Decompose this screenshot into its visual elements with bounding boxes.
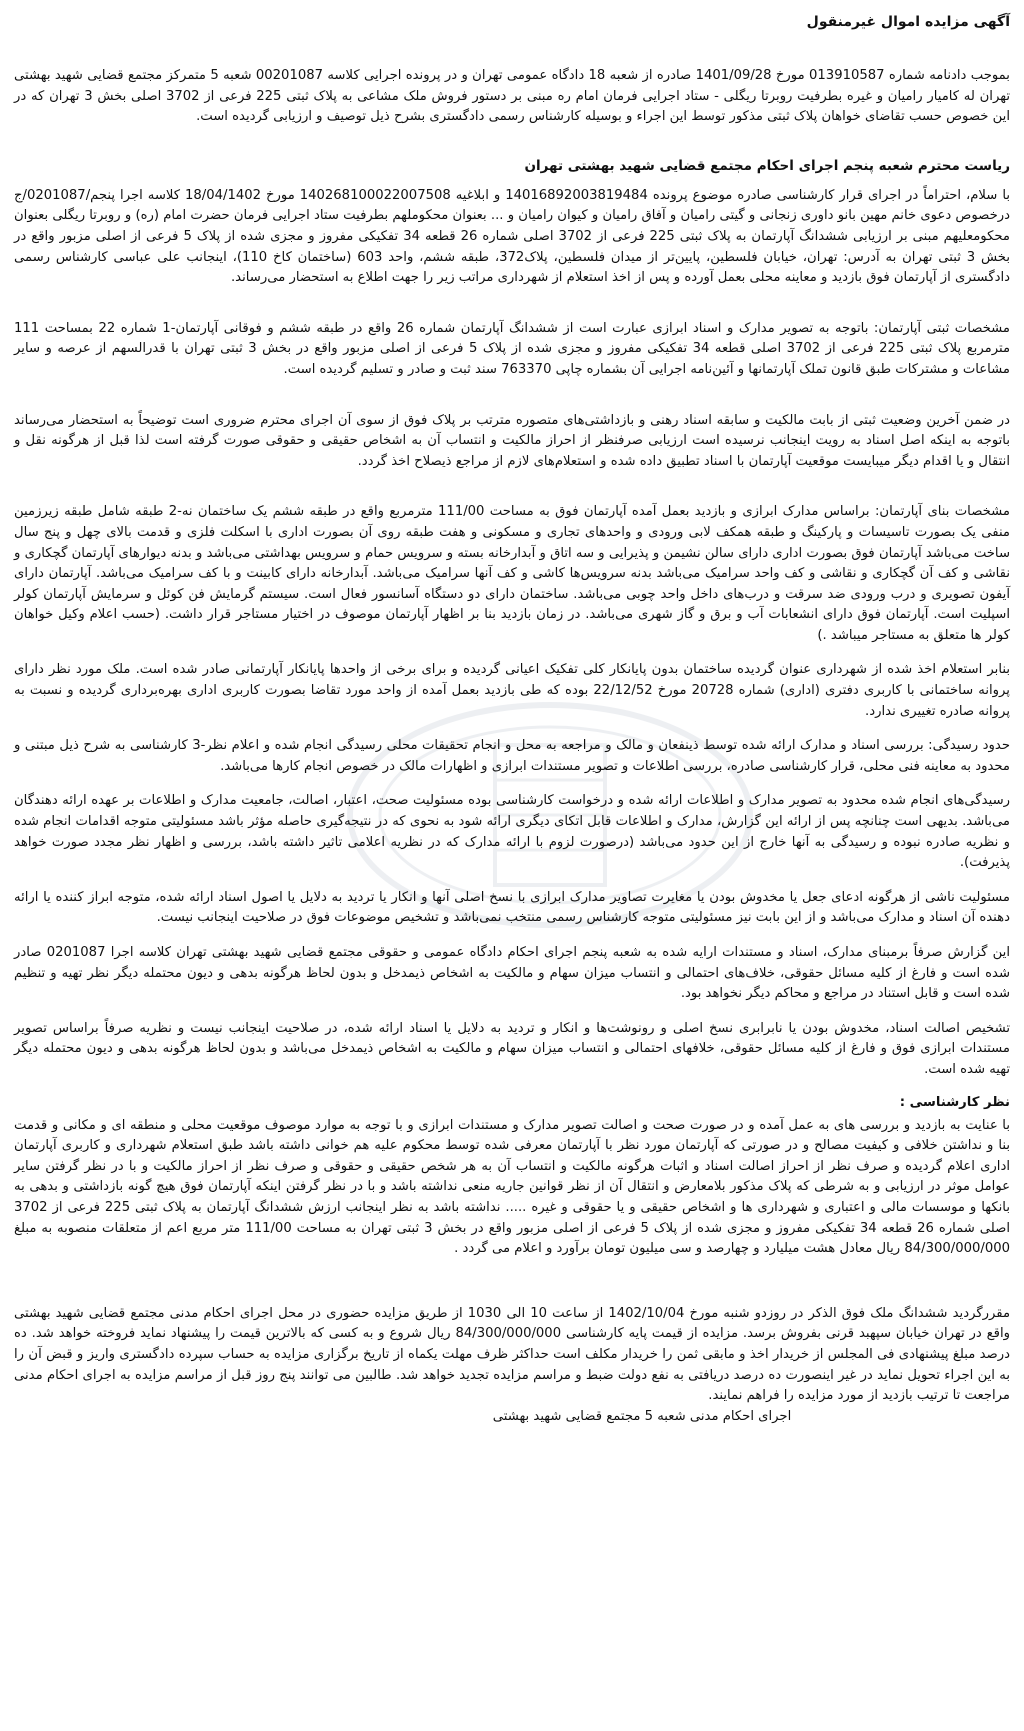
- intro-paragraph: بموجب دادنامه شماره 013910587 مورخ 1401/09/28 صادره از شعبه 18 دادگاه عمومی تهران و در پرونده اجرایی کلاسه 00201087 شعبه 5 متمرکز مجتمع قضایی شهید بهشتی تهران له کامیار رامیان و غیره بطرفیت روبرتا ریگلی - ستاد اجرایی فرمان امام ره مبنی بر دستور فروش ملک مشاعی به پلاک ثبتی 225 فرعی از 3702 اصلی بخش 3 تهران که در این خصوص حسب تقاضای خواهان پلاک ثبتی مذکور توسط این اجراء و بوسیله کارشناس رسمی دادگستری بشرح ذیل توصیف و ارزیابی گردیده است.: [14, 68, 1010, 125]
- liability-paragraph: مسئولیت ناشی از هرگونه ادعای جعل یا مخدوش بودن یا مغایرت تصاویر مدارک ابرازی با نسخ اصلی آنها و انکار یا تردید به دلایل یا اصول اسناد ارائه شده، متوجه ابراز کننده یا ارائه دهنده آن اسناد و مدارک می‌باشد و از این بابت نیز مسئولیتی متوجه کارشناس رسمی منتخب نمی‌باشد و تشخیص موضوعات فوق در صلاحیت اینجانب نیست.: [14, 889, 1010, 926]
- registration-paragraph: مشخصات ثبتی آپارتمان: باتوجه به تصویر مدارک و اسناد ابرازی عبارت است از ششدانگ آپارتمان شماره 26 واقع در طبقه ششم و فوقانی آپارتمان-1 شماره 22 بمساحت 111 مترمربع پلاک ثبتی 225 فرعی از 3702 اصلی قطعه 34 تفکیکی مفروز و مجزی شده از پلاک 5 فرعی از اصلی مزبور واقع در بخش 3 ثبتی تهران با قدرالسهم از عرصه و سایر مشاعات و مشترکات طبق قانون تملک آپارتمانها و آئین‌نامه اجرایی آن بشماره چاپی 763370 سند ثبت و صادر و تسلیم گردیده است.: [14, 320, 1011, 377]
- municipal-paragraph: بنابر استعلام اخذ شده از شهرداری عنوان گردیده ساختمان بدون پایانکار کلی تفکیک اعیانی گردیده و برای برخی از واحدها پایانکار آپارتمانی صادر شده است. ملک مورد نظر دارای پروانه ساختمانی با کاربری دفتری (اداری) شماره 20728 مورخ 22/12/52 بوده که طی بازدید بعمل آمده از واحد مورد تقاضا بصورت کاربری اداری بهره‌برداری گردیده و نسبت به پروانه صادره تغییری ندارد.: [14, 662, 1010, 719]
- limits-paragraph: رسیدگی‌های انجام شده محدود به تصویر مدارک و اطلاعات ارائه شده و درخواست کارشناسی بوده مسئولیت صحت، اعتبار، اصالت، جامعیت مدارک و اطلاعات بر عهده ارائه دهندگان می‌باشد. بدیهی است چنانچه پس از ارائه این گزارش، مدارک و اطلاعات قابل اتکای دیگری ارائه شود به نحوی که در نتیجه‌گیری حاصله مؤثر باشد مسئولیتی متوجه اقدامات انجام شده و نظریه صادره نبوده و رسیدگی به آنها خارج از این حدود می‌باشد (درصورت لزوم با ارائه مدارک که در نظریه اعلامی تاثیر داشته باشد، بررسی و اظهار نظر مجدد صورت خواهد پذیرفت).: [14, 793, 1010, 871]
- opinion-label: نظر کارشناسی :: [899, 1094, 1010, 1110]
- greeting-paragraph: با سلام، احتراماً در اجرای قرار کارشناسی صادره موضوع پرونده 14016892003819484 و ابلاغیه 140268100022007508 مورخ 18/04/1402 کلاسه اجرا پنجم/0201087/ج درخصوص دعوی خانم مهین بانو داوری زنجانی و گیتی رامیان و آفاق رامیان و کیوان رامیان و ... بعنوان محکوملهم بطرفیت ستاد اجرایی فرمان حضرت امام (ره) و روبرتا ریگلی بعنوان محکومعلیهم مبنی بر ارزیابی ششدانگ آپارتمان به پلاک ثبتی 225 فرعی از 3702 اصلی شماره 26 قطعه 34 تفکیکی مفروز و مجزی شده از پلاک 5 فرعی از اصلی مزبور واقع در بخش 3 ثبتی تهران به آدرس: تهران، خیابان فلسطین، پایین‌تر از میدان فلسطین، پلاک372، طبقه ششم، واحد 603 (ساختمان کاخ 110)، اینجانب علی عباسی کارشناس رسمی دادگستری از آپارتمان فوق بازدید و معاینه محلی بعمل آورده و پس از اخذ استعلام از شهرداری مراتب زیر را جهت اطلاع به استحضار می‌رساند.: [14, 187, 1011, 286]
- scope-paragraph: حدود رسیدگی: بررسی اسناد و مدارک ارائه شده توسط ذینفعان و مالک و مراجعه به محل و انجام تحقیقات محلی رسیدگی انجام شده و اعلام نظر-3 کارشناسی به شرح ذیل مبتنی و محدود به معاینه فنی محلی، قرار کارشناسی صادره، بررسی اطلاعات و تصویر مستندات ابرازی و اظهارات مالک در خصوص انجام کارها می‌باشد.: [14, 738, 1010, 774]
- addressee-heading: ریاست محترم شعبه پنجم اجرای احکام مجتمع قضایی شهید بهشتی تهران: [524, 157, 1010, 174]
- report-paragraph: این گزارش صرفاً برمبنای مدارک، اسناد و مستندات ارایه شده به شعبه پنجم اجرای احکام دادگاه عمومی و حقوقی مجتمع قضایی شهید بهشتی تهران کلاسه اجرا 0201087 صادر شده است و فارغ از کلیه مسائل حقوقی، خلاف‌های احتمالی و انتساب میزان سهام و مالکیت به اشخاص ذیمدخل و بدون لحاظ هرگونه بدهی و دیون محتمله دیگر نظر تهیه و تنظیم شده است و قابل استناد در مراجع و محاکم دیگر نخواهد بود.: [14, 945, 1010, 1002]
- notice-title: آگهی مزایده اموال غیرمنقول: [806, 14, 1010, 30]
- status-paragraph: در ضمن آخرین وضعیت ثبتی از بابت مالکیت و سابقه اسناد رهنی و بازداشتی‌های متصوره مترتب بر پلاک فوق از سوی آن اجرای محترم ضروری است توضیحاً به استحضار می‌رساند باتوجه به اینکه اصل اسناد به رویت اینجانب نرسیده است ارزیابی صرفنظر از احراز مالکیت و انتساب آن به اشخاص حقیقی و حقوقی صورت گرفته است لذا قبل از هرگونه نقل و انتقال و یا اقدام دیگر میبایست موقعیت آپارتمان با اسناد تطبیق داده شده و استعلام‌های لازم از مراجع ذیصلاح اخذ گردد.: [14, 412, 1010, 469]
- signature-line: اجرای احکام مدنی شعبه 5 مجتمع قضایی شهید بهشتی: [492, 1408, 792, 1424]
- opinion-paragraph: با عنایت به بازدید و بررسی های به عمل آمده و در صورت صحت و اصالت تصویر مدارک و مستندات ابرازی و با توجه به موارد موصوف موقعیت محلی و منطقه ای و مکانی و قدمت بنا و نداشتن خلافی و کیفیت مصالح و در صورتی که آپارتمان مورد نظر با آپارتمان معرفی شده توسط محکوم علیه هم خوانی داشته باشد طبق استعلام شهرداری و کاربری آپارتمان اداری اعلام گردیده و صرف نظر از احراز اصالت اسناد و اثبات هرگونه مالکیت و انتساب آن به هر شخص حقیقی و حقوقی و صرف نظر از احراز مالکیت و با در نظر گرفتن سایر عوامل موثر در ارزیابی و به شرطی که پلاک مذکور بلامعارض و انتقال آن از نظر قوانین جاریه منعی نداشته باشد و با در نظر گرفتن اینکه آپارتمان فوق هیچ گونه بازداشتی و بدهی به بانکها و موسسات مالی و اعتباری و شهرداری ها و اشخاص حقیقی و یا حقوقی و غیره ..... نداشته باشد به نظر اینجانب ارزش ششدانگ آپارتمان به پلاک ثبتی 225 فرعی از 3702 اصلی شماره 26 قطعه 34 تفکیکی مفروز و مجزی شده از پلاک 5 فرعی از اصلی مزبور واقع در بخش 3 ثبتی تهران به مساحت 111/00 متر مربع اعم از متعلقات منصوبه به مبلغ 84/300/000/000 ریال معادل هشت میلیارد و چهارصد و سی میلیون تومان برآورد و اعلام می گردد .: [14, 1117, 1010, 1257]
- building-paragraph: مشخصات بنای آپارتمان: براساس مدارک ابرازی و بازدید بعمل آمده آپارتمان فوق به مساحت 111/00 مترمربع واقع در طبقه ششم یک ساختمان نه-2 طبقه شامل طبقه زیرزمین منفی یک بصورت تاسیسات و پارکینگ و طبقه همکف لابی ورودی و واحدهای تجاری و مسکونی و هفت طبقه روی آن بصورت اداری با اسکلت فلزی و قدمت بالای چهل و پنج سال ساخت می‌باشد آپارتمان فوق بصورت اداری دارای سالن نشیمن و پذیرایی و سه اتاق و آبدارخانه بسته و سرویس حمام و سرویس بهداشتی می‌باشد و بدنه دیوارهای آپارتمان گچکاری و نقاشی و کف آن گچکاری و نقاشی و کف واحد سرامیک می‌باشد بدنه سرویس‌ها کاشی و کف آنها سرامیک می‌باشد. آبدارخانه دارای کابینت و با کف سرامیک می‌باشد. آپارتمان دارای آیفون تصویری و درب ورودی ضد سرقت و درب‌های داخل واحد چوبی می‌باشد. ساختمان دارای دو دستگاه آسانسور فعال است. سیستم گرمایش فن کوئل و سرمایش آپارتمان کولر اسپلیت است. آپارتمان فوق دارای انشعابات آب و برق و گاز شهری می‌باشد. در زمان بازدید بنا بر اظهار آپارتمان موصوف در اختیار مستاجر قرار داشت. (حسب اعلام وکیل خواهان کولر ها متعلق به مستاجر میباشد .): [14, 504, 1010, 643]
- authenticity-paragraph: تشخیص اصالت اسناد، مخدوش بودن یا نابرابری نسخ اصلی و رونوشت‌ها و انکار و تردید به دلایل یا اسناد ارائه شده، در صلاحیت اینجانب نیست و نظریه صرفاً براساس تصویر مستندات ابرازی فوق و فارغ از کلیه مسائل حقوقی، خلافهای احتمالی و انتساب میزان سهام و مالکیت به اشخاص ذیمدخل می‌باشد و بدون لحاظ هرگونه بدهی و دیون محتمله دیگر تهیه شده است.: [14, 1020, 1010, 1077]
- auction-paragraph: مقررگردید ششدانگ ملک فوق الذکر در روزدو شنبه مورخ 1402/10/04 از ساعت 10 الی 1030 از طریق مزایده حضوری در محل اجرای احکام مدنی مجتمع قضایی شهید بهشتی واقع در تهران خیابان سپهبد قرنی بفروش برسد. مزایده از قیمت پایه کارشناسی 84/300/000/000 ریال شروع و به کسی که بالاترین قیمت را پیشنهاد نماید فروخته خواهد شد. ده درصد مبلغ پیشنهادی فی المجلس از خریدار اخذ و مابقی ثمن را خریدار مکلف است حداکثر ظرف مهلت یکماه از تاریخ برگزاری مزایده به حساب سپرده دادگستری واریز و قبض آن را به این اجراء تحویل نماید در غیر اینصورت ده درصد دریافتی به نفع دولت ضبط و مراسم مزایده تجدید خواهد شد. طالبین می توانند پنج روز قبل از مراسم مزایده به اجرای احکام مدنی مراجعت تا ترتیب بازدید از مورد مزایده را فراهم نمایند.: [14, 1305, 1011, 1404]
